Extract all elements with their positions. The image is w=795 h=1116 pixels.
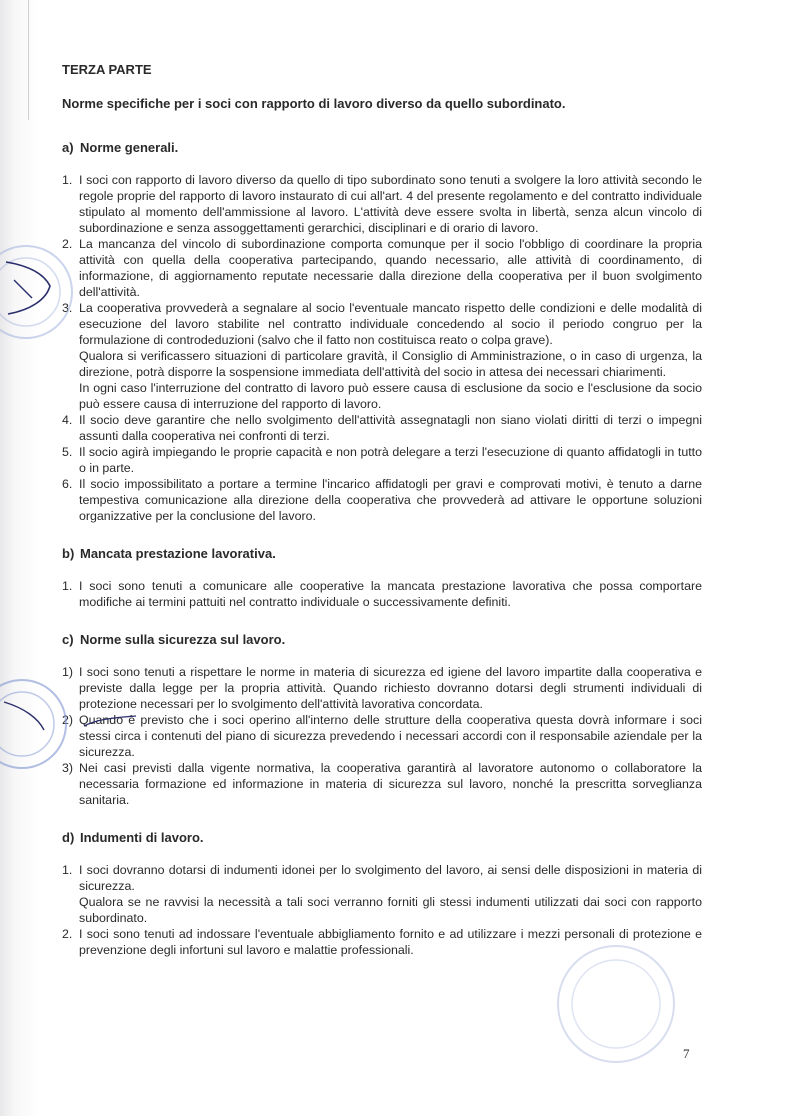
section [62, 830, 702, 958]
list-item [62, 712, 702, 760]
list-item-text [79, 172, 702, 236]
list-item-text [79, 444, 702, 476]
list-item-text [79, 412, 702, 444]
list-item-number: 6. [62, 477, 73, 491]
list-item-number: 1. [62, 579, 73, 593]
section-letter: a) [62, 140, 74, 155]
list-item-number: 1) [62, 665, 74, 679]
list-item-text [79, 578, 702, 610]
sections-container [62, 140, 702, 958]
section-list [62, 862, 702, 958]
list-item [62, 862, 702, 926]
paragraph: Il socio agirà impiegando le proprie capacità e non potrà delegare a terzi l'esecuzione di quanto affidatogli in tutto o in parte. [79, 445, 702, 475]
list-item-number: 3. [62, 301, 73, 315]
section [62, 546, 702, 610]
list-item-number: 5. [62, 445, 73, 459]
paragraph: Quando è previsto che i soci operino all'interno delle strutture della cooperativa questa dovrà informare i soci stessi circa i contenuti del piano di sicurezza prevedendo i necessari accordi con il responsabile aziendale per la sicurezza. [79, 713, 702, 759]
section-letter: d) [62, 830, 75, 845]
list-item-text [79, 760, 702, 808]
section-title-text: Mancata prestazione lavorativa. [80, 546, 276, 561]
section-title-text: Norme sulla sicurezza sul lavoro. [80, 632, 286, 647]
section-list [62, 578, 702, 610]
section [62, 140, 702, 524]
part-title: TERZA PARTE [62, 62, 152, 77]
list-item-number: 1. [62, 863, 73, 877]
list-item-text [79, 712, 702, 760]
paragraph: I soci con rapporto di lavoro diverso da quello di tipo subordinato sono tenuti a svolgere la loro attività secondo le regole proprie del rapporto di lavoro instaurato di cui all'art. 4 del presente regolamento e del contratto individuale stipulato al momento dell'ammissione al lavoro. L'attività deve essere svolta in libertà, senza alcun vincolo di subordinazione e senza assoggettamenti gerarchici, disciplinari e di orario di lavoro. [79, 173, 702, 235]
section [62, 632, 702, 808]
section-title [62, 546, 702, 562]
list-item-text [79, 862, 702, 926]
paragraph: I soci sono tenuti a comunicare alle cooperative la mancata prestazione lavorativa che possa comportare modifiche ai termini pattuiti nel contratto individuale o successivamente definiti. [79, 579, 702, 609]
section-list [62, 664, 702, 808]
paragraph: In ogni caso l'interruzione del contratto di lavoro può essere causa di esclusione da socio e l'esclusione da socio può essere causa di interruzione del rapporto di lavoro. [79, 381, 702, 411]
section-title [62, 632, 702, 648]
paragraph: Il socio impossibilitato a portare a termine l'incarico affidatogli per gravi e comprovati motivi, è tenuto a darne tempestiva comunicazione alla direzione della cooperativa che provvederà ad attivare le opportune soluzioni organizzative per la conclusione del lavoro. [79, 477, 702, 523]
list-item-text [79, 236, 702, 300]
list-item [62, 172, 702, 236]
list-item-number: 2. [62, 927, 73, 941]
paragraph: La cooperativa provvederà a segnalare al socio l'eventuale mancato rispetto delle condizioni e delle modalità di esecuzione del lavoro stabilite nel contratto individuale concedendo al socio il periodo congruo per la formulazione di controdeduzioni (salvo che il fatto non costituisca reato o colpa grave). [79, 301, 702, 347]
paragraph: Il socio deve garantire che nello svolgimento dell'attività assegnatagli non siano violati diritti di terzi o impegni assunti dalla cooperativa nei confronti di terzi. [79, 413, 702, 443]
list-item [62, 412, 702, 444]
paragraph: La mancanza del vincolo di subordinazione comporta comunque per il socio l'obbligo di coordinare la propria attività con quella della cooperativa partecipando, quando necessario, alle attività di coordinamento, di informazione, di aggiornamento reputate necessarie dalla direzione della cooperativa per il buon svolgimento dell'attività. [79, 237, 702, 299]
list-item [62, 476, 702, 524]
section-title [62, 830, 702, 846]
list-item [62, 926, 702, 958]
part-subtitle: Norme specifiche per i soci con rapporto di lavoro diverso da quello subordinato. [62, 96, 566, 111]
list-item-text [79, 664, 702, 712]
list-item [62, 760, 702, 808]
section-letter: b) [62, 546, 75, 561]
list-item [62, 444, 702, 476]
list-item-number: 1. [62, 173, 73, 187]
paragraph: Qualora si verificassero situazioni di particolare gravità, il Consiglio di Amministrazione, o in caso di urgenza, la direzione, potrà disporre la sospensione immediata dell'attività del socio in attesa dei necessari chiarimenti. [79, 349, 702, 379]
paragraph: Nei casi previsti dalla vigente normativa, la cooperativa garantirà al lavoratore autonomo o collaboratore la necessaria formazione ed informazione in materia di sicurezza sul lavoro, nonché la prescritta sorveglianza sanitaria. [79, 761, 702, 807]
paragraph: Qualora se ne ravvisi la necessità a tali soci verranno forniti gli stessi indumenti utilizzati dai soci con rapporto subordinato. [79, 895, 702, 925]
paragraph: I soci sono tenuti ad indossare l'eventuale abbigliamento fornito e ad utilizzare i mezzi personali di protezione e prevenzione degli infortuni sul lavoro e malattie professionali. [79, 927, 702, 957]
document-body [62, 62, 702, 980]
list-item-number: 3) [62, 761, 74, 775]
section-letter: c) [62, 632, 74, 647]
list-item [62, 578, 702, 610]
section-title [62, 140, 702, 156]
section-title-text: Norme generali. [80, 140, 179, 155]
paragraph: I soci sono tenuti a rispettare le norme in materia di sicurezza ed igiene del lavoro impartite dalla cooperativa e previste dalla legge per la propria attività. Quando richiesto dovranno dotarsi degli strumenti individuali di protezione necessari per lo svolgimento dell'attività lavorativa concordata. [79, 665, 702, 711]
list-item-text [79, 300, 702, 412]
list-item-text [79, 476, 702, 524]
list-item [62, 664, 702, 712]
paragraph: I soci dovranno dotarsi di indumenti idonei per lo svolgimento del lavoro, ai sensi delle disposizioni in materia di sicurezza. [79, 863, 702, 893]
list-item-number: 4. [62, 413, 73, 427]
page-edge-mark [28, 0, 29, 120]
list-item [62, 300, 702, 412]
list-item-number: 2) [62, 713, 74, 727]
list-item-number: 2. [62, 237, 73, 251]
list-item [62, 236, 702, 300]
section-list [62, 172, 702, 524]
page-number: 7 [683, 1046, 690, 1061]
section-title-text: Indumenti di lavoro. [80, 830, 204, 845]
list-item-text [79, 926, 702, 958]
